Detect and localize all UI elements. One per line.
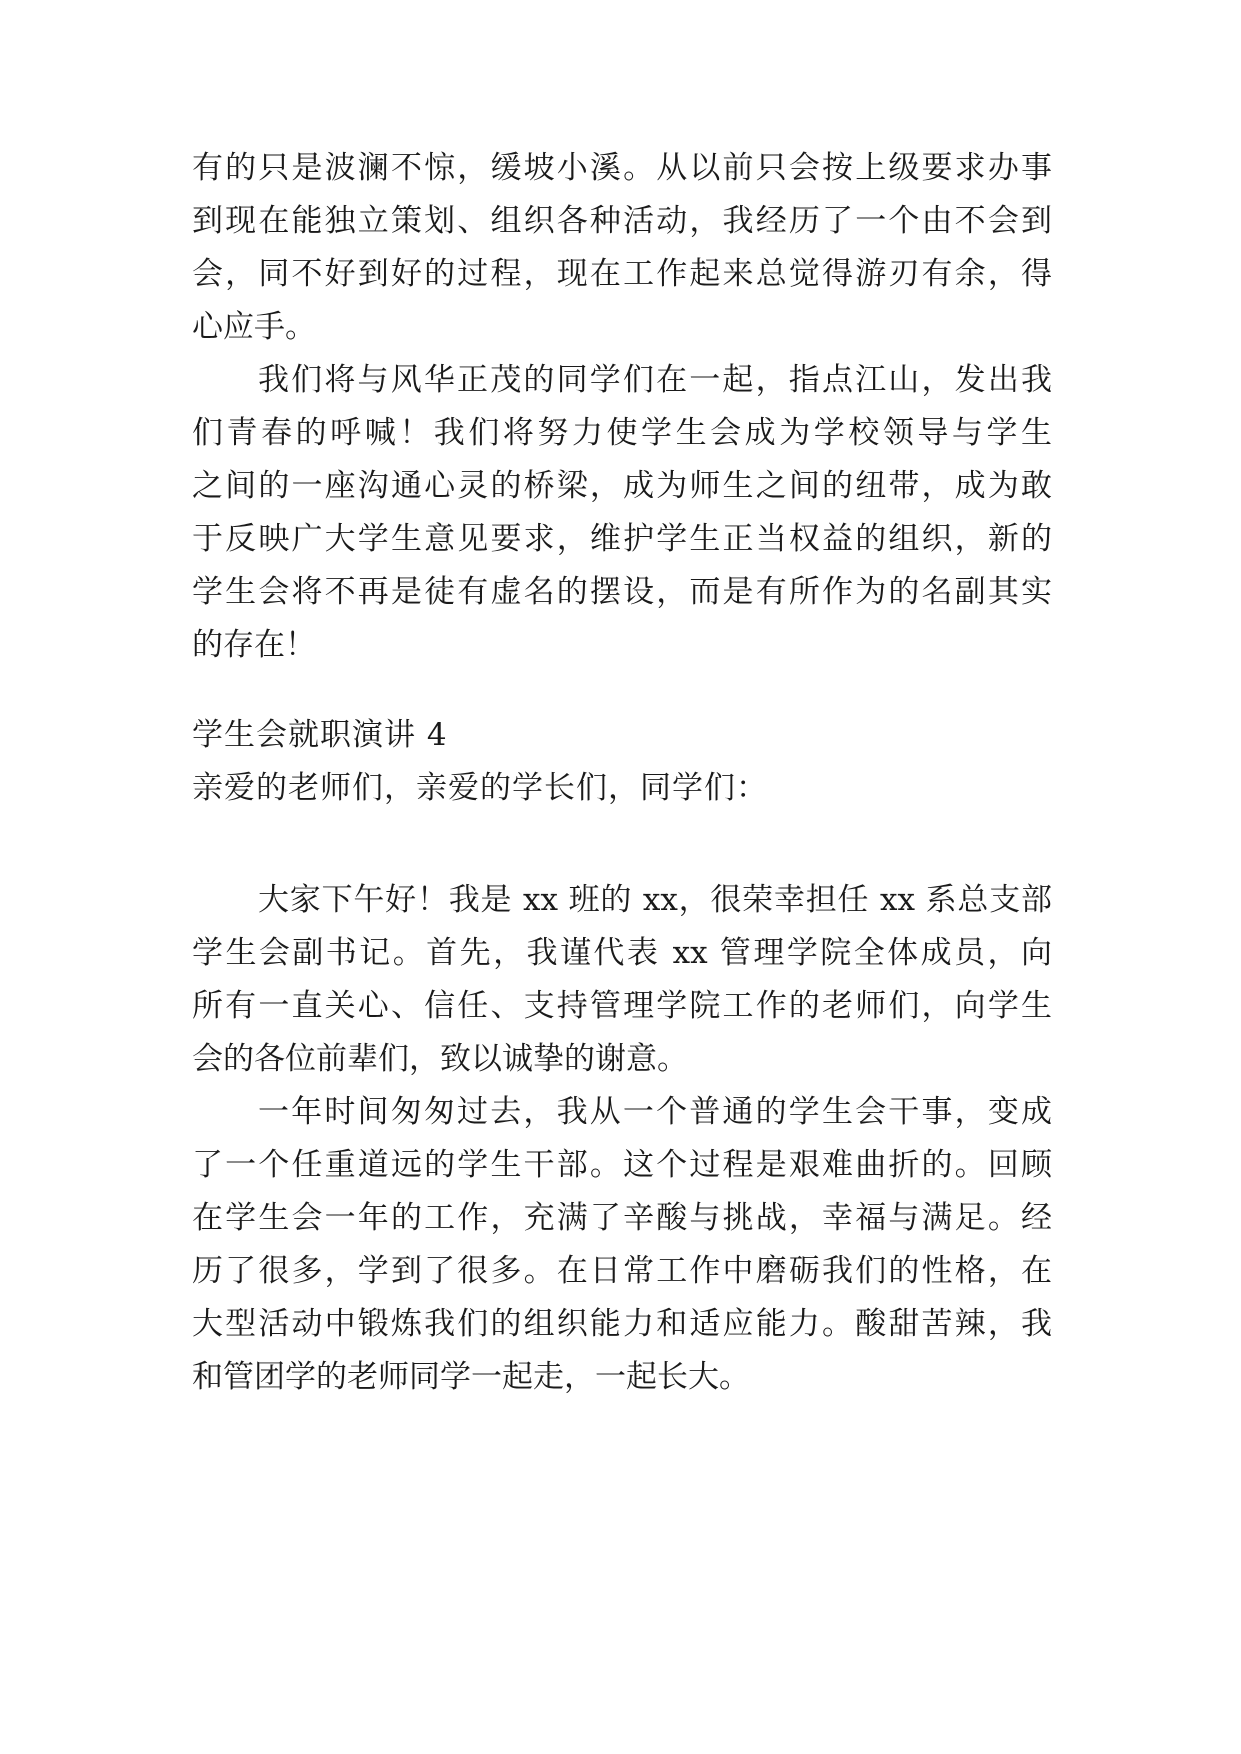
paragraph-1-line-2: 到现在能独立策划、组织各种活动，我经历了一个由不会到	[192, 203, 1052, 239]
paragraph-4-line-1: 一年时间匆匆过去，我从一个普通的学生会干事，变成	[258, 1094, 1052, 1130]
section-title: 学生会就职演讲 4	[192, 717, 448, 753]
paragraph-3-line-3: 所有一直关心、信任、支持管理学院工作的老师们，向学生	[192, 988, 1052, 1024]
paragraph-2-line-5: 学生会将不再是徒有虚名的摆设，而是有所作为的名副其实	[192, 574, 1052, 610]
paragraph-4-line-2: 了一个任重道远的学生干部。这个过程是艰难曲折的。回顾	[192, 1147, 1052, 1183]
salutation: 亲爱的老师们，亲爱的学长们，同学们：	[192, 770, 768, 806]
paragraph-4-line-3: 在学生会一年的工作，充满了辛酸与挑战，幸福与满足。经	[192, 1200, 1052, 1236]
paragraph-2-line-6: 的存在！	[192, 627, 316, 663]
paragraph-1-line-1: 有的只是波澜不惊，缓坡小溪。从以前只会按上级要求办事	[192, 150, 1052, 186]
paragraph-4-line-5: 大型活动中锻炼我们的组织能力和适应能力。酸甜苦辣，我	[192, 1306, 1052, 1342]
paragraph-2-line-3: 之间的一座沟通心灵的桥梁，成为师生之间的纽带，成为敢	[192, 468, 1052, 504]
paragraph-2-line-2: 们青春的呼喊！我们将努力使学生会成为学校领导与学生	[192, 415, 1052, 451]
paragraph-4-line-6: 和管团学的老师同学一起走，一起长大。	[192, 1359, 750, 1395]
paragraph-3-line-1: 大家下午好！我是 xx 班的 xx，很荣幸担任 xx 系总支部	[258, 882, 1052, 918]
paragraph-1-line-3: 会，同不好到好的过程，现在工作起来总觉得游刃有余，得	[192, 256, 1052, 292]
paragraph-1-line-4: 心应手。	[192, 309, 316, 345]
paragraph-4-line-4: 历了很多，学到了很多。在日常工作中磨砺我们的性格，在	[192, 1253, 1052, 1289]
paragraph-3-line-4: 会的各位前辈们，致以诚挚的谢意。	[192, 1041, 688, 1077]
paragraph-3-line-2: 学生会副书记。首先，我谨代表 xx 管理学院全体成员，向	[192, 935, 1052, 971]
paragraph-2-line-4: 于反映广大学生意见要求，维护学生正当权益的组织，新的	[192, 521, 1052, 557]
paragraph-2-line-1: 我们将与风华正茂的同学们在一起，指点江山，发出我	[258, 362, 1052, 398]
